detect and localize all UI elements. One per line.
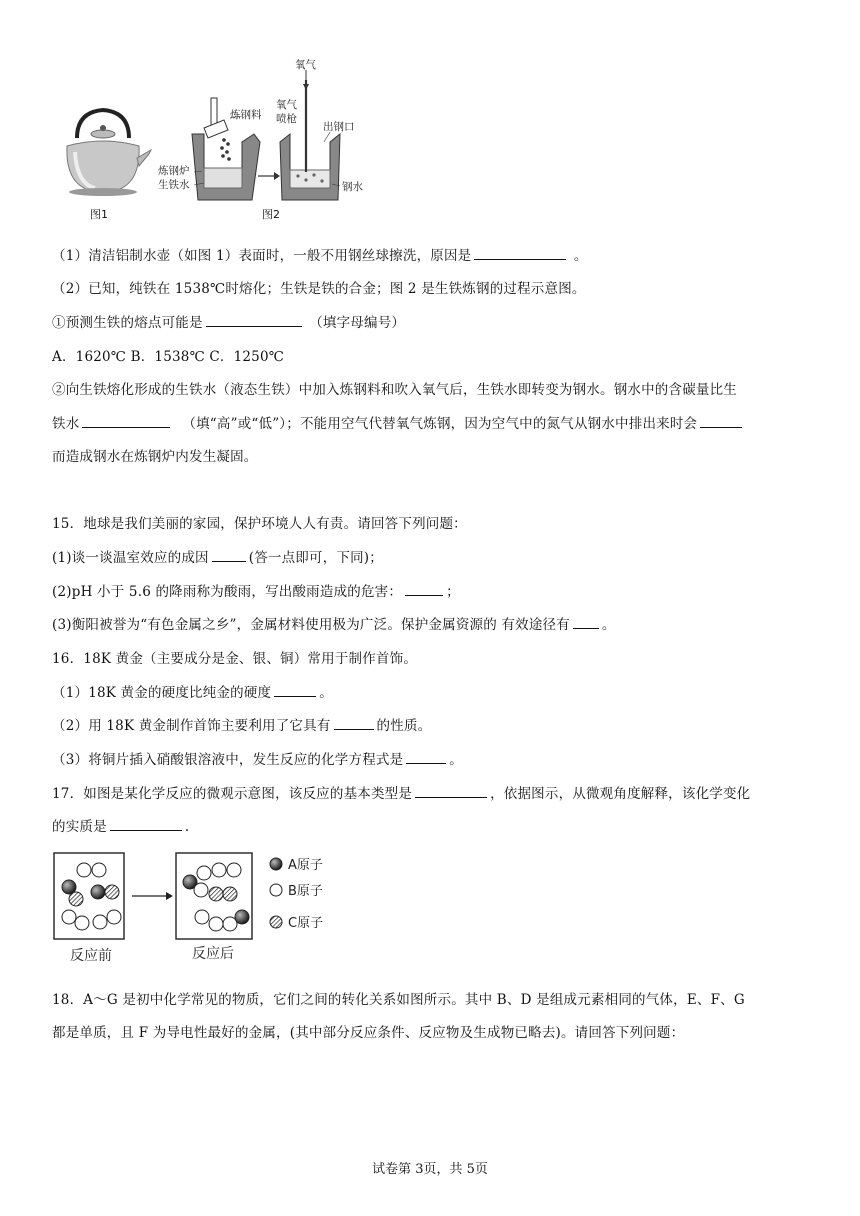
q16-sub1: （1）18K 黄金的硬度比纯金的硬度 。 <box>52 685 333 701</box>
q16-sub3: （3）将铜片插入硝酸银溶液中，发生反应的化学方程式是 。 <box>52 752 463 768</box>
q16-sub2: （2）用 18K 黄金制作首饰主要利用了它具有 的性质。 <box>52 718 432 734</box>
label-molten-steel: 钢水 <box>342 181 363 193</box>
legend-a-atom <box>270 858 282 870</box>
q14-options: A．1620℃ B．1538℃ C．1250℃ <box>52 349 285 365</box>
page-footer: 试卷第 3页，共 5页 <box>372 1162 488 1177</box>
legend-a-label: A原子 <box>288 858 323 873</box>
q16-stem: 16．18K 黄金（主要成分是金、银、铜）常用于制作首饰。 <box>52 651 418 667</box>
q14-part2: （2）已知，纯铁在 1538℃时熔化；生铁是铁的合金；图 2 是生铁炼钢的过程示意图。 <box>52 281 586 297</box>
label-steelmaking-material: 炼钢料 <box>230 109 262 121</box>
q14-part5: ②向生铁熔化形成的生铁水（液态生铁）中加入炼钢料和吹入氧气后，生铁水即转变为钢水。钢水中的含碳量比生 <box>52 382 737 398</box>
q14-part3: ①预测生铁的熔点可能是 （填字母编号） <box>52 315 406 331</box>
q18-line2: 都是单质，且 F 为导电性最好的金属，(其中部分反应条件、反应物及生成物已略去)。请回答下列问题： <box>52 1025 685 1041</box>
label-tap-hole: 出钢口 <box>323 121 355 133</box>
before-label: 反应前 <box>70 948 112 964</box>
label-lance-line1: 氧气 <box>276 99 297 111</box>
q14-part7: 而造成钢水在炼钢炉内发生凝固。 <box>52 449 258 465</box>
reaction-micro-diagram <box>52 850 352 966</box>
label-lance-line2: 喷枪 <box>276 113 297 125</box>
q14-part1: （1）清洁铝制水壶（如图 1）表面时，一般不用钢丝球擦洗，原因是 。 <box>52 248 588 264</box>
after-label: 反应后 <box>192 946 234 962</box>
q15-sub2: (2)pH 小于 5.6 的降雨称为酸雨，写出酸雨造成的危害： ； <box>52 584 460 600</box>
figure-1-label: 图1 <box>90 208 108 221</box>
q17-stem: 17．如图是某化学反应的微观示意图，该反应的基本类型是 ，依据图示，从微观角度解释，该化学变化 <box>52 786 751 802</box>
legend-c-label: C原子 <box>288 916 324 931</box>
q17-line2: 的实质是 . <box>52 819 190 835</box>
label-oxygen: 氧气 <box>295 59 316 71</box>
label-pig-iron-water: 生铁水 <box>158 179 190 191</box>
q18-line1: 18．A～G 是初中化学常见的物质，它们之间的转化关系如图所示。其中 B、D 是组成元素相同的气体，E、F、G <box>52 992 745 1008</box>
legend-b-atom <box>270 884 282 896</box>
q15-sub1: (1)谈一谈温室效应的成因 (答一点即可，下同)； <box>52 550 383 566</box>
kettle-figure <box>55 100 155 200</box>
figure-2-label: 图2 <box>262 208 280 221</box>
label-furnace: 炼钢炉 <box>158 165 190 177</box>
q14-part6: 铁水 （填“高”或“低”）；不能用空气代替氧气炼钢，因为空气中的氮气从钢水中排出来时会 <box>52 412 745 432</box>
q15-stem: 15．地球是我们美丽的家园，保护环境人人有责。请回答下列问题： <box>52 516 467 532</box>
legend-b-label: B原子 <box>288 884 323 899</box>
q15-sub3: (3)衡阳被誉为“有色金属之乡”，金属材料使用极为广泛。保护金属资源的 有效途径有 。 <box>52 617 616 633</box>
steelmaking-diagram <box>158 58 383 206</box>
legend-c-atom <box>270 916 282 928</box>
